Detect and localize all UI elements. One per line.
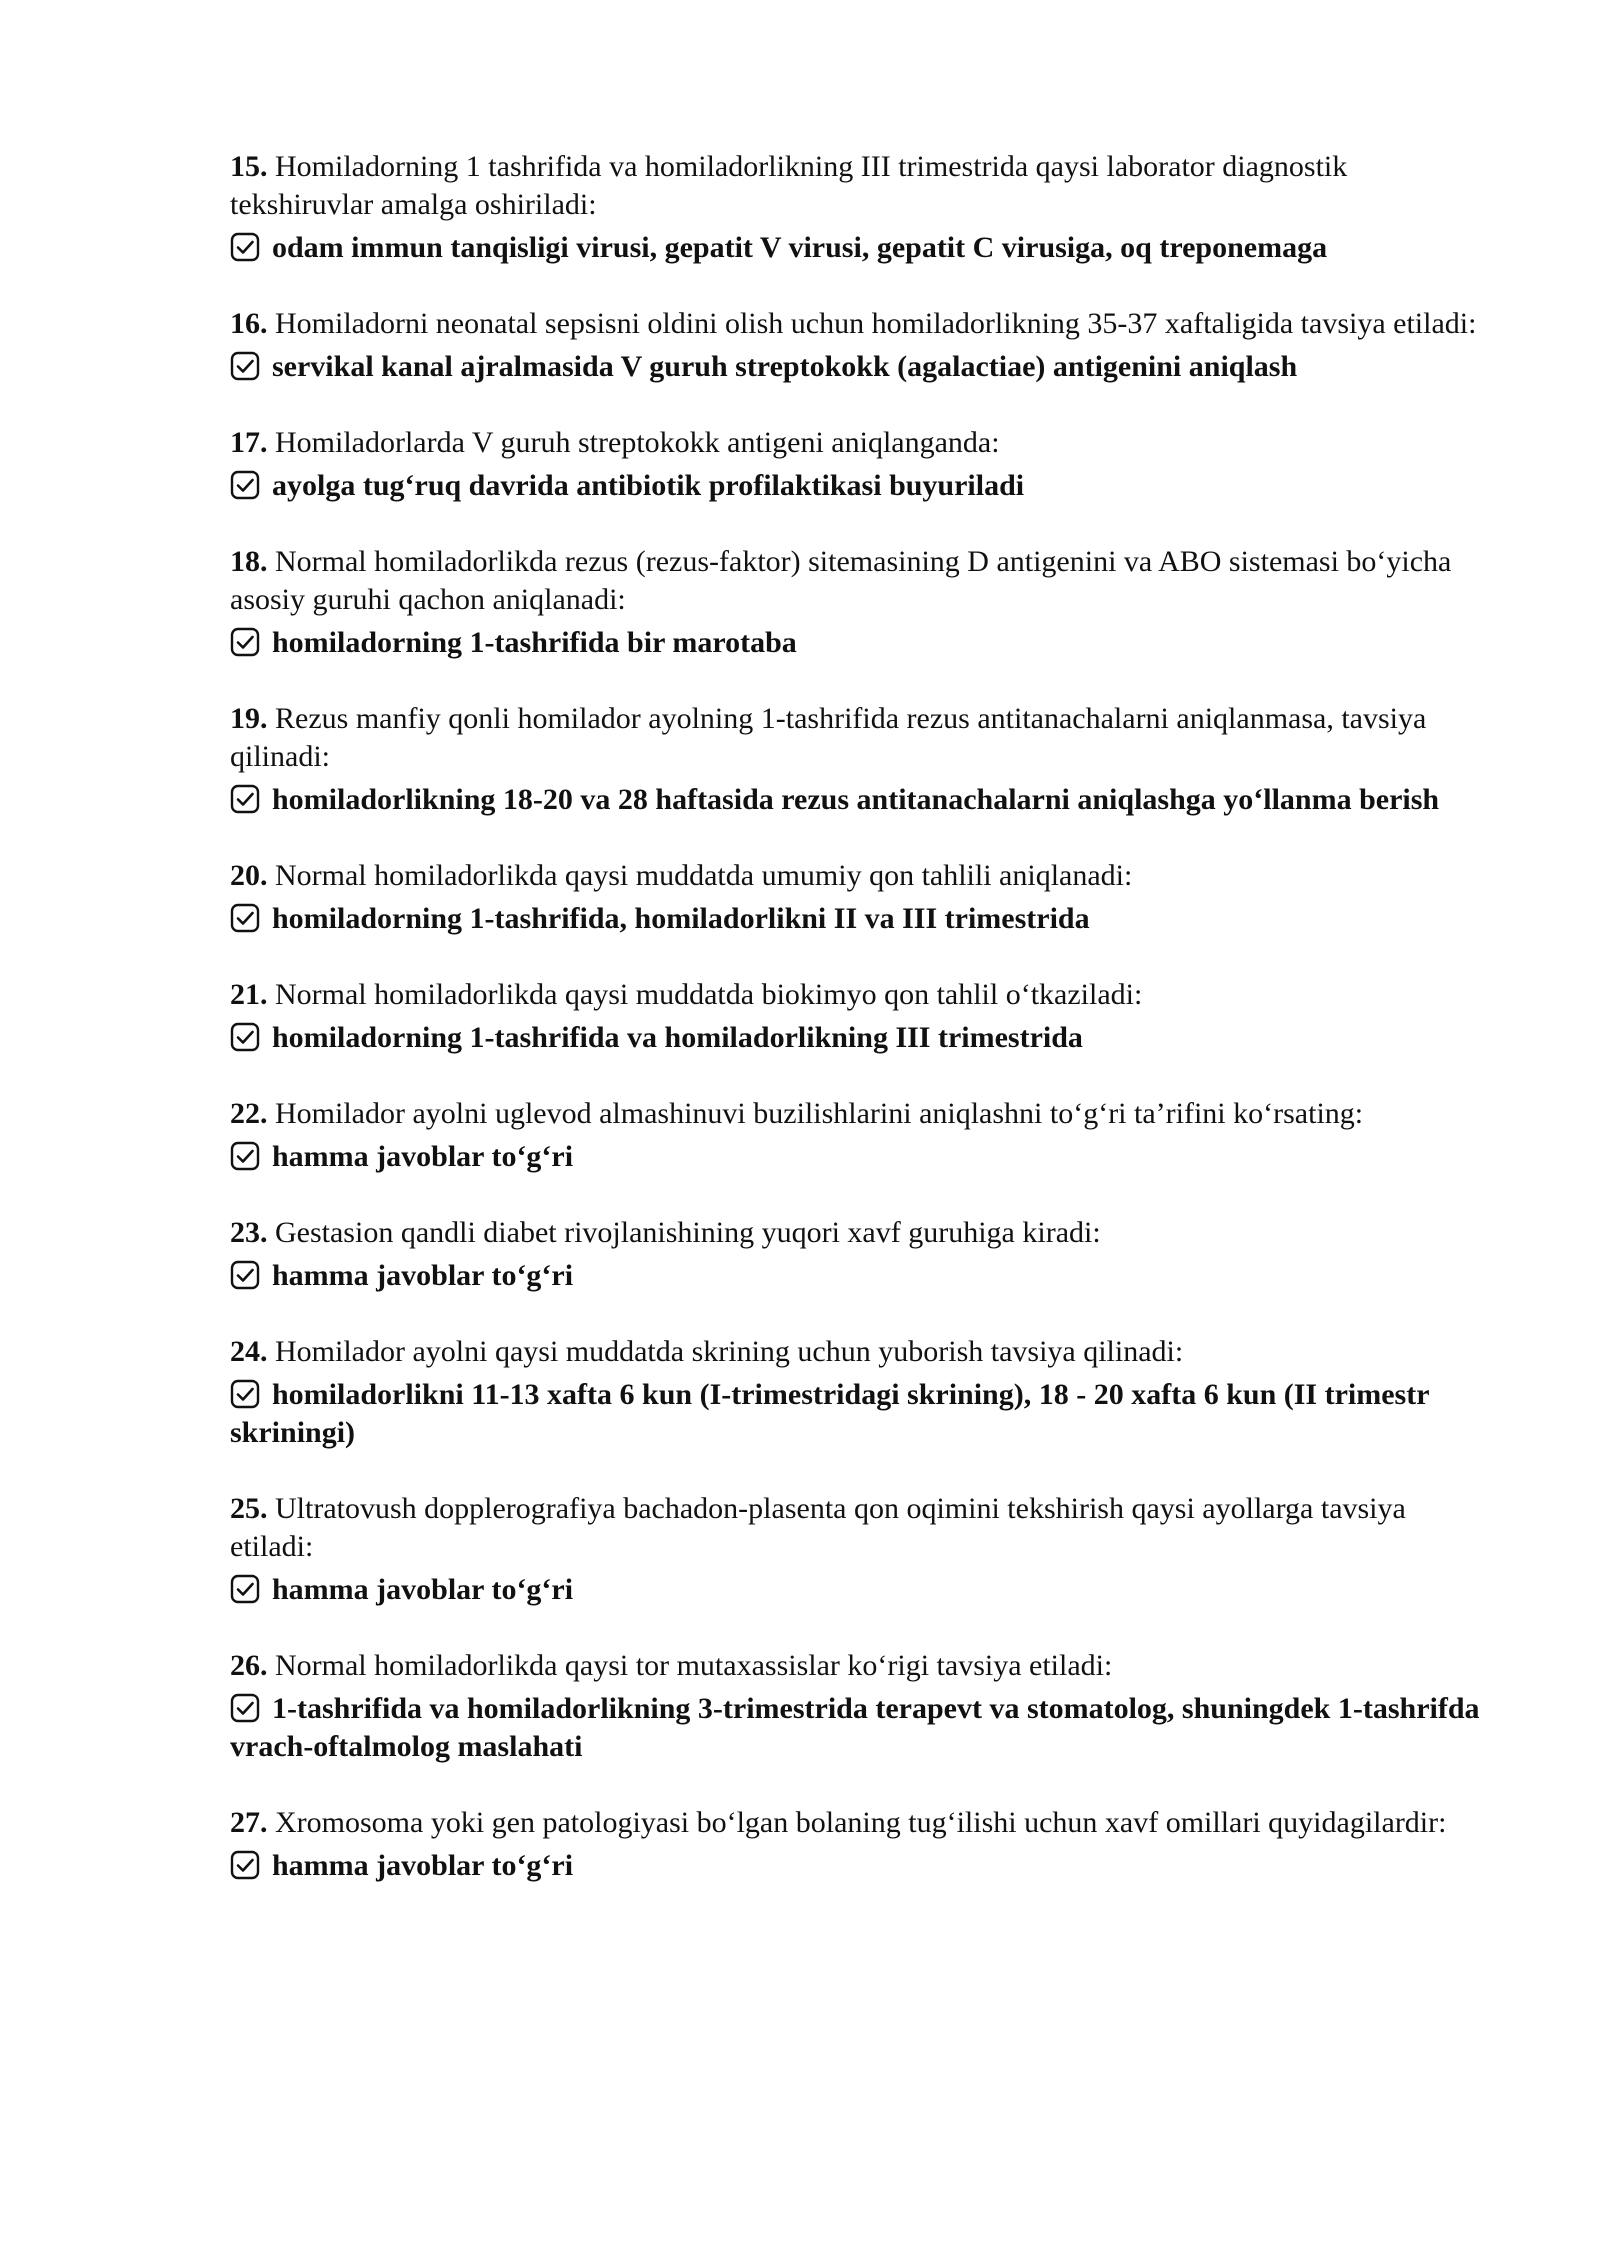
answer <box>230 624 1490 662</box>
answer-text: hamma javoblar to‘g‘ri <box>272 1573 574 1606</box>
question-item <box>230 1333 1490 1452</box>
answer-text: odam immun tanqisligi virusi, gepatit V virusi, gepatit C virusiga, oq treponemaga <box>272 231 1328 264</box>
question-text: Homilador ayolni uglevod almashinuvi buzilishlarini aniqlashni to‘g‘ri ta’rifini ko‘rsating: <box>275 1097 1364 1130</box>
question-text: Normal homiladorlikda qaysi tor mutaxassislar ko‘rigi tavsiya etiladi: <box>275 1649 1113 1682</box>
checkbox-checked-icon <box>230 232 260 262</box>
question-text: Normal homiladorlikda qaysi muddatda umumiy qon tahlili aniqlanadi: <box>275 859 1133 892</box>
question <box>230 1490 1490 1566</box>
question <box>230 1095 1490 1133</box>
question-number: 17. <box>230 426 268 459</box>
question-text: Homiladorning 1 tashrifida va homiladorlikning III trimestrida qaysi laborator diagnostik tekshiruvlar amalga oshiriladi: <box>230 150 1348 221</box>
question-number: 24. <box>230 1335 268 1368</box>
question-number: 22. <box>230 1097 268 1130</box>
question-item <box>230 1804 1490 1885</box>
question-item <box>230 1214 1490 1295</box>
answer <box>230 781 1490 819</box>
answer <box>230 1019 1490 1057</box>
question-number: 18. <box>230 545 268 578</box>
question <box>230 700 1490 776</box>
question-text: Gestasion qandli diabet rivojlanishining yuqori xavf guruhiga kiradi: <box>275 1216 1101 1249</box>
checkbox-checked-icon <box>230 1379 260 1409</box>
question-item <box>230 543 1490 662</box>
question-item <box>230 1490 1490 1609</box>
checkbox-checked-icon <box>230 1850 260 1880</box>
question-number: 23. <box>230 1216 268 1249</box>
answer <box>230 1690 1490 1766</box>
checkbox-checked-icon <box>230 351 260 381</box>
checkbox-checked-icon <box>230 470 260 500</box>
answer-text: homiladorning 1-tashrifida bir marotaba <box>272 626 797 659</box>
answer-text: hamma javoblar to‘g‘ri <box>272 1849 574 1882</box>
answer <box>230 1138 1490 1176</box>
checkbox-checked-icon <box>230 627 260 657</box>
question-number: 20. <box>230 859 268 892</box>
question-item <box>230 305 1490 386</box>
question-text: Normal homiladorlikda rezus (rezus-faktor) sitemasining D antigenini va ABO sistemasi bo‘yicha asosiy guruhi qachon aniqlanadi: <box>230 545 1452 616</box>
question-text: Homilador ayolni qaysi muddatda skrining uchun yuborish tavsiya qilinadi: <box>275 1335 1184 1368</box>
question-number: 16. <box>230 307 268 340</box>
checkbox-checked-icon <box>230 1260 260 1290</box>
question-item <box>230 1647 1490 1766</box>
question-number: 21. <box>230 978 268 1011</box>
answer-text: homiladorlikning 18-20 va 28 haftasida rezus antitanachalarni aniqlashga yo‘llanma berish <box>272 783 1440 816</box>
answer-text: ayolga tug‘ruq davrida antibiotik profilaktikasi buyuriladi <box>272 469 1025 502</box>
answer <box>230 900 1490 938</box>
answer <box>230 1847 1490 1885</box>
answer-text: homiladorning 1-tashrifida va homiladorlikning III trimestrida <box>272 1021 1083 1054</box>
question-text: Homiladorlarda V guruh streptokokk antigeni aniqlanganda: <box>275 426 1000 459</box>
question <box>230 1647 1490 1685</box>
answer <box>230 467 1490 505</box>
question <box>230 1804 1490 1842</box>
question <box>230 424 1490 462</box>
question-number: 15. <box>230 150 268 183</box>
question <box>230 543 1490 619</box>
answer <box>230 1376 1490 1452</box>
question-number: 26. <box>230 1649 268 1682</box>
question-item <box>230 976 1490 1057</box>
answer-text: 1-tashrifida va homiladorlikning 3-trimestrida terapevt va stomatolog, shuningdek 1-tashrifda vrach-oftalmolog maslahati <box>230 1692 1480 1763</box>
question-number: 25. <box>230 1492 268 1525</box>
checkbox-checked-icon <box>230 1141 260 1171</box>
question-item <box>230 1095 1490 1176</box>
question-item <box>230 857 1490 938</box>
question-text: Normal homiladorlikda qaysi muddatda biokimyo qon tahlil o‘tkaziladi: <box>275 978 1143 1011</box>
question-item <box>230 148 1490 267</box>
checkbox-checked-icon <box>230 784 260 814</box>
checkbox-checked-icon <box>230 903 260 933</box>
question <box>230 857 1490 895</box>
answer-text: homiladorning 1-tashrifida, homiladorlikni II va III trimestrida <box>272 902 1090 935</box>
document-body <box>230 148 1490 1923</box>
question-text: Xromosoma yoki gen patologiyasi bo‘lgan bolaning tug‘ilishi uchun xavf omillari quyidagilardir: <box>275 1806 1447 1839</box>
answer <box>230 229 1490 267</box>
checkbox-checked-icon <box>230 1574 260 1604</box>
answer <box>230 348 1490 386</box>
question-number: 27. <box>230 1806 268 1839</box>
question-item <box>230 424 1490 505</box>
question <box>230 305 1490 343</box>
answer <box>230 1571 1490 1609</box>
answer-text: homiladorlikni 11-13 xafta 6 kun (I-trimestridagi skrining), 18 - 20 xafta 6 kun (II trimestr skriningi) <box>230 1378 1429 1449</box>
question-text: Rezus manfiy qonli homilador ayolning 1-tashrifida rezus antitanachalarni aniqlanmasa, tavsiya qilinadi: <box>230 702 1427 773</box>
question <box>230 1333 1490 1371</box>
question <box>230 976 1490 1014</box>
question-text: Ultratovush dopplerografiya bachadon-plasenta qon oqimini tekshirish qaysi ayollarga tavsiya etiladi: <box>230 1492 1406 1563</box>
question <box>230 1214 1490 1252</box>
answer <box>230 1257 1490 1295</box>
question-item <box>230 700 1490 819</box>
answer-text: hamma javoblar to‘g‘ri <box>272 1140 574 1173</box>
checkbox-checked-icon <box>230 1022 260 1052</box>
answer-text: hamma javoblar to‘g‘ri <box>272 1259 574 1292</box>
checkbox-checked-icon <box>230 1693 260 1723</box>
answer-text: servikal kanal ajralmasida V guruh streptokokk (agalactiae) antigenini aniqlash <box>272 350 1298 383</box>
question-text: Homiladorni neonatal sepsisni oldini olish uchun homiladorlikning 35-37 xaftaligida tavsiya etiladi: <box>275 307 1477 340</box>
question-number: 19. <box>230 702 268 735</box>
question <box>230 148 1490 224</box>
